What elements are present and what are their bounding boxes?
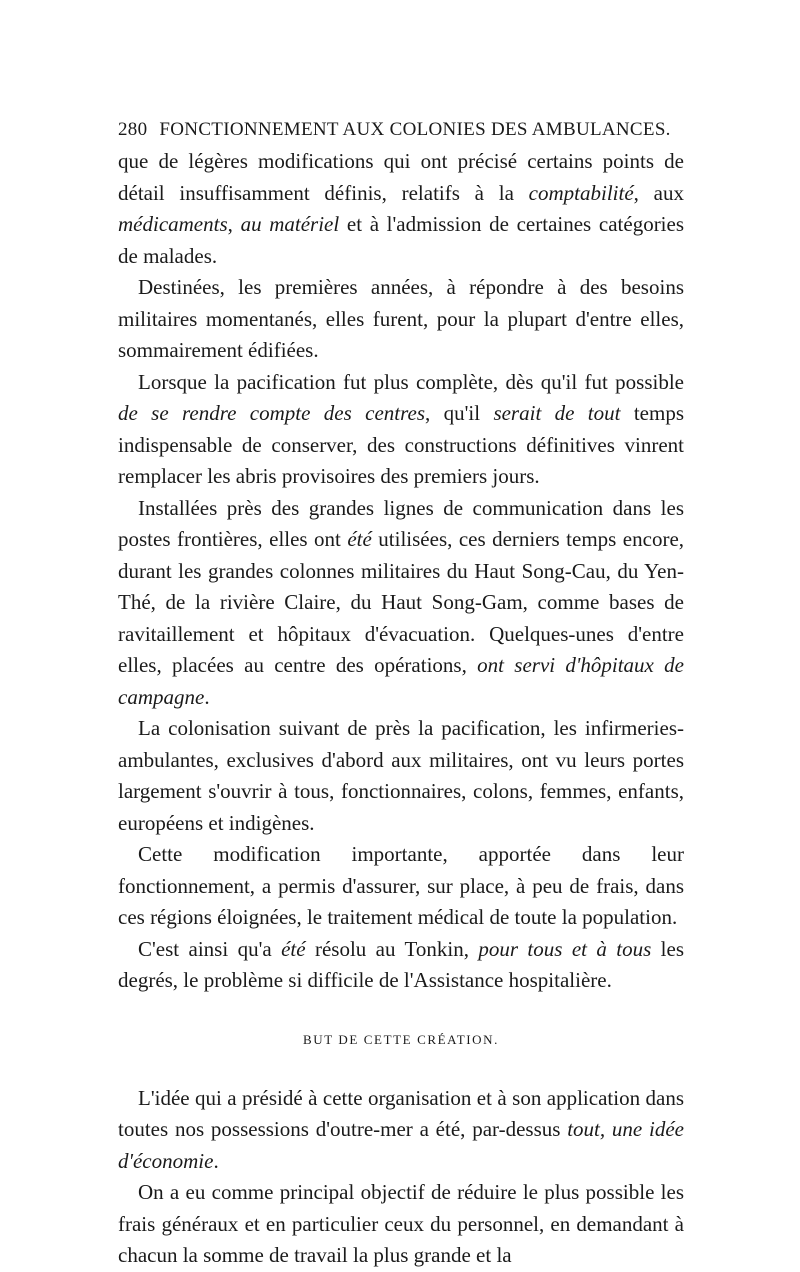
running-header: [118, 118, 684, 142]
body-text: [118, 146, 684, 1272]
paragraph-2: Destinées, les premières années, à répondre à des besoins militaires momentanés, elles furent, pour la plupart d'entre elles, sommairement édifiées.: [118, 275, 684, 362]
paragraph-3: Lorsque la pacification fut plus complète, dès qu'il fut possible de se rendre compte des centres, qu'il serait de tout temps indispensable de conserver, des constructions définitives vinrent remplacer les abris provisoires des premiers jours.: [118, 369, 685, 488]
paragraph-7: C'est ainsi qu'a été résolu au Tonkin, pour tous et à tous les degrés, le problème si difficile de l'Assistance hospitalière.: [118, 936, 685, 992]
paragraph-5: La colonisation suivant de près la pacification, les infirmeries-ambulantes, exclusives d'abord aux militaires, ont vu leurs portes largement s'ouvrir à tous, fonctionnaires, colons, femmes, enfants, européens et indigènes.: [118, 716, 684, 835]
paragraph-9: On a eu comme principal objectif de réduire le plus possible les frais généraux et en particulier ceux du personnel, en demandant à chacun la somme de travail la plus grande et la: [118, 1180, 684, 1267]
book-page: [118, 118, 684, 1272]
paragraph-8: L'idée qui a présidé à cette organisation et à son application dans toutes nos possessions d'outre-mer a été, par-dessus tout, une idée d'économie.: [118, 1085, 684, 1173]
section-title: BUT DE CETTE CRÉATION.: [302, 1031, 499, 1047]
running-title: FONCTIONNEMENT AUX COLONIES DES AMBULANCES.: [159, 119, 671, 140]
paragraph-6: Cette modification importante, apportée dans leur fonctionnement, a permis d'assurer, sur place, à peu de frais, dans ces régions éloignées, le traitement médical de toute la population.: [118, 842, 684, 929]
page-number: 280: [118, 119, 148, 140]
paragraph-1: que de légères modifications qui ont précisé certains points de détail insuffisamment définis, relatifs à la comptabilité, aux médicaments, au matériel et à l'admission de certaines catégories de malades.: [118, 149, 685, 268]
paragraph-4: Installées près des grandes lignes de communication dans les postes frontières, elles ont été utilisées, ces derniers temps encore, durant les grandes colonnes militaires du Haut Song-Cau, du Yen-Thé, de la rivière Claire, du Haut Song-Gam, comme bases de ravitaillement et hôpitaux d'évacuation. Quelques-unes d'entre elles, placées au centre des opérations, ont servi d'hôpitaux de campagne.: [118, 495, 685, 709]
